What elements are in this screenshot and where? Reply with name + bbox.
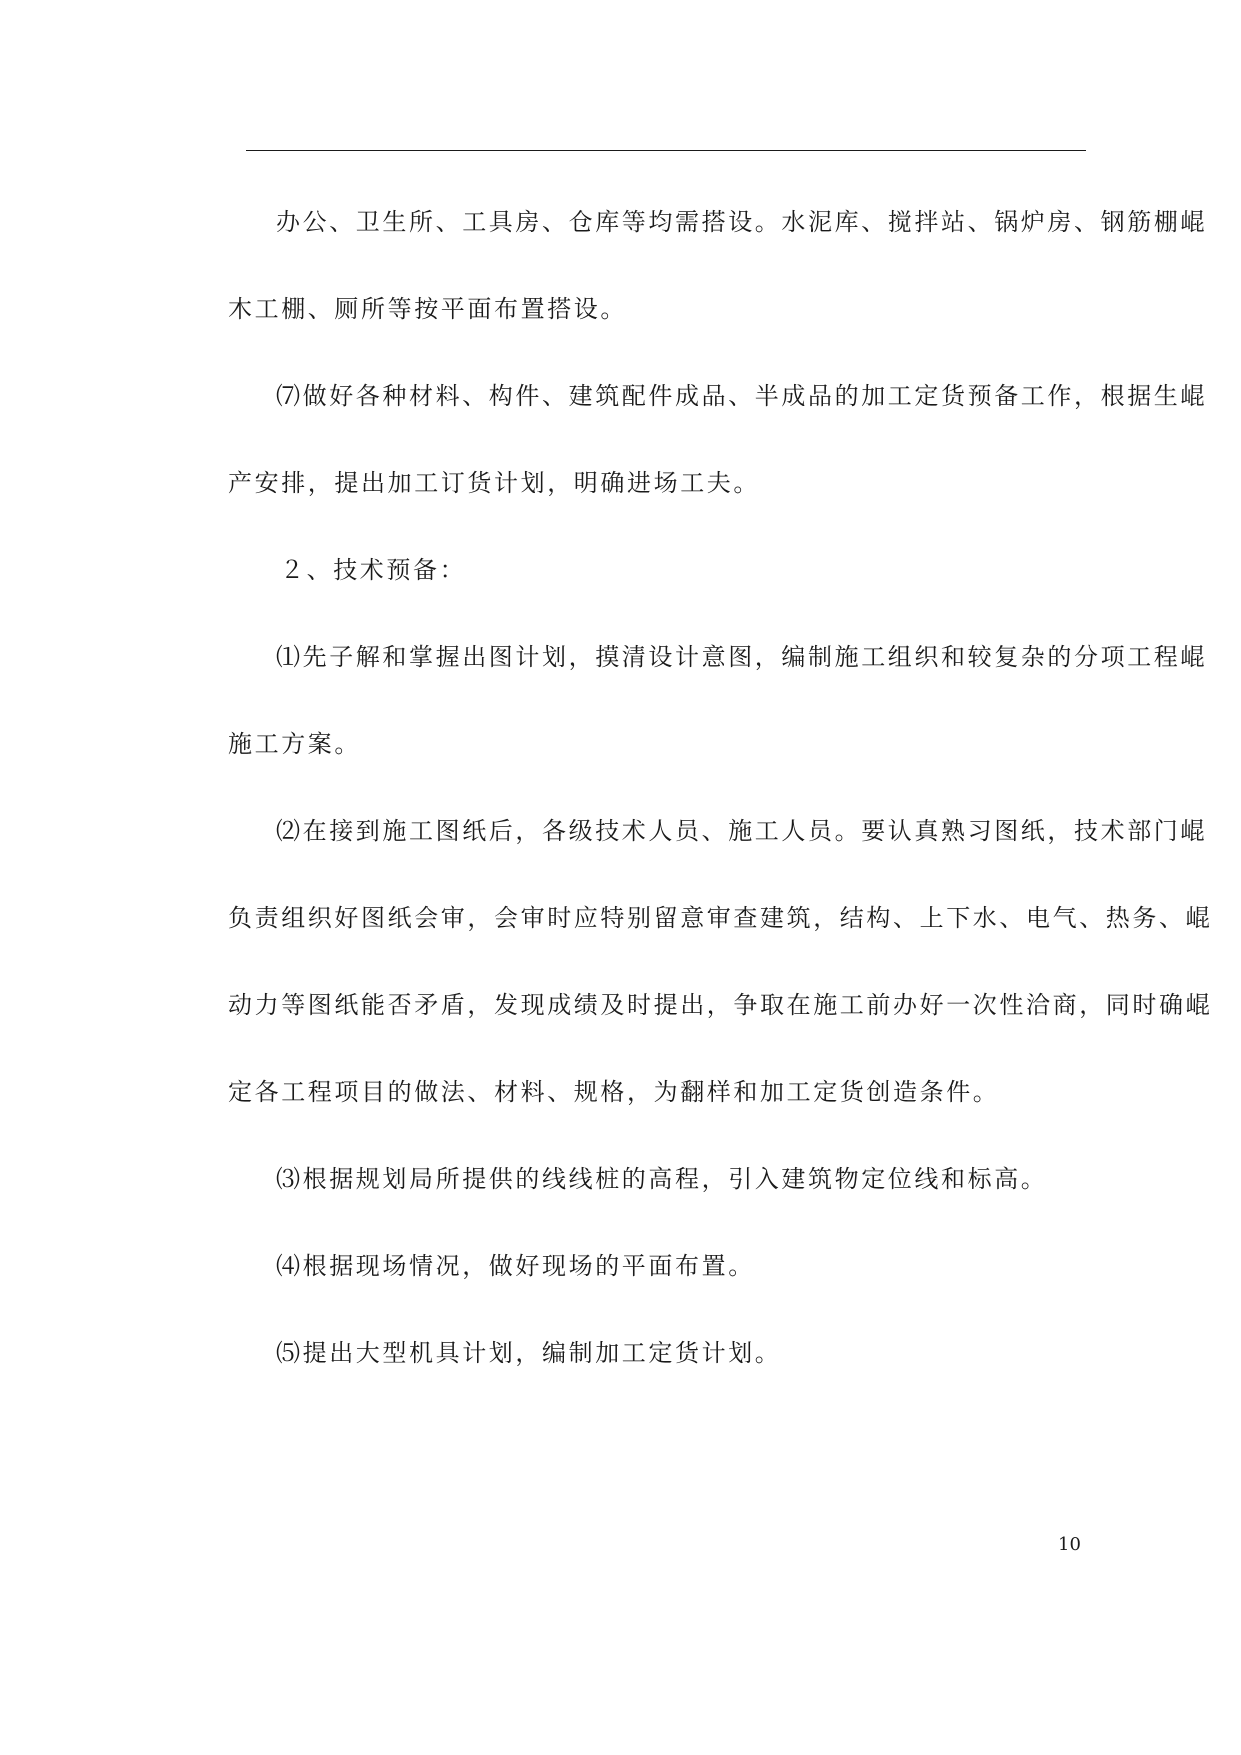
page-number: 10 — [1058, 1534, 1081, 1555]
text-line: ⑺做好各种材料、构件、建筑配件成品、半成品的加工定货预备工作，根据生崐 — [276, 382, 1207, 410]
text-line: ⑴先子解和掌握出图计划，摸清设计意图，编制施工组织和较复杂的分项工程崐 — [276, 643, 1207, 671]
text-line: 动力等图纸能否矛盾，发现成绩及时提出，争取在施工前办好一次性洽商，同时确崐 — [228, 991, 1213, 1019]
text-line: 施工方案。 — [228, 730, 361, 758]
text-line: 定各工程项目的做法、材料、规格，为翻样和加工定货创造条件。 — [228, 1078, 1000, 1106]
text-line: ⑵在接到施工图纸后，各级技术人员、施工人员。要认真熟习图纸，技术部门崐 — [276, 817, 1207, 845]
text-line: 负责组织好图纸会审，会审时应特别留意审查建筑，结构、上下水、电气、热务、崐 — [228, 904, 1213, 932]
text-line: ⑶根据规划局所提供的线线桩的高程，引入建筑物定位线和标高。 — [276, 1165, 1048, 1193]
text-line: 产安排，提出加工订货计划，明确进场工夫。 — [228, 469, 760, 497]
section-heading: ２、技术预备： — [280, 556, 467, 584]
text-line: 办公、卫生所、工具房、仓库等均需搭设。水泥库、搅拌站、锅炉房、钢筋棚崐 — [276, 208, 1207, 236]
header-rule — [246, 150, 1086, 151]
text-line: ⑸提出大型机具计划，编制加工定货计划。 — [276, 1339, 782, 1367]
text-line: ⑷根据现场情况，做好现场的平面布置。 — [276, 1252, 755, 1280]
text-line: 木工棚、厕所等按平面布置搭设。 — [228, 295, 627, 323]
